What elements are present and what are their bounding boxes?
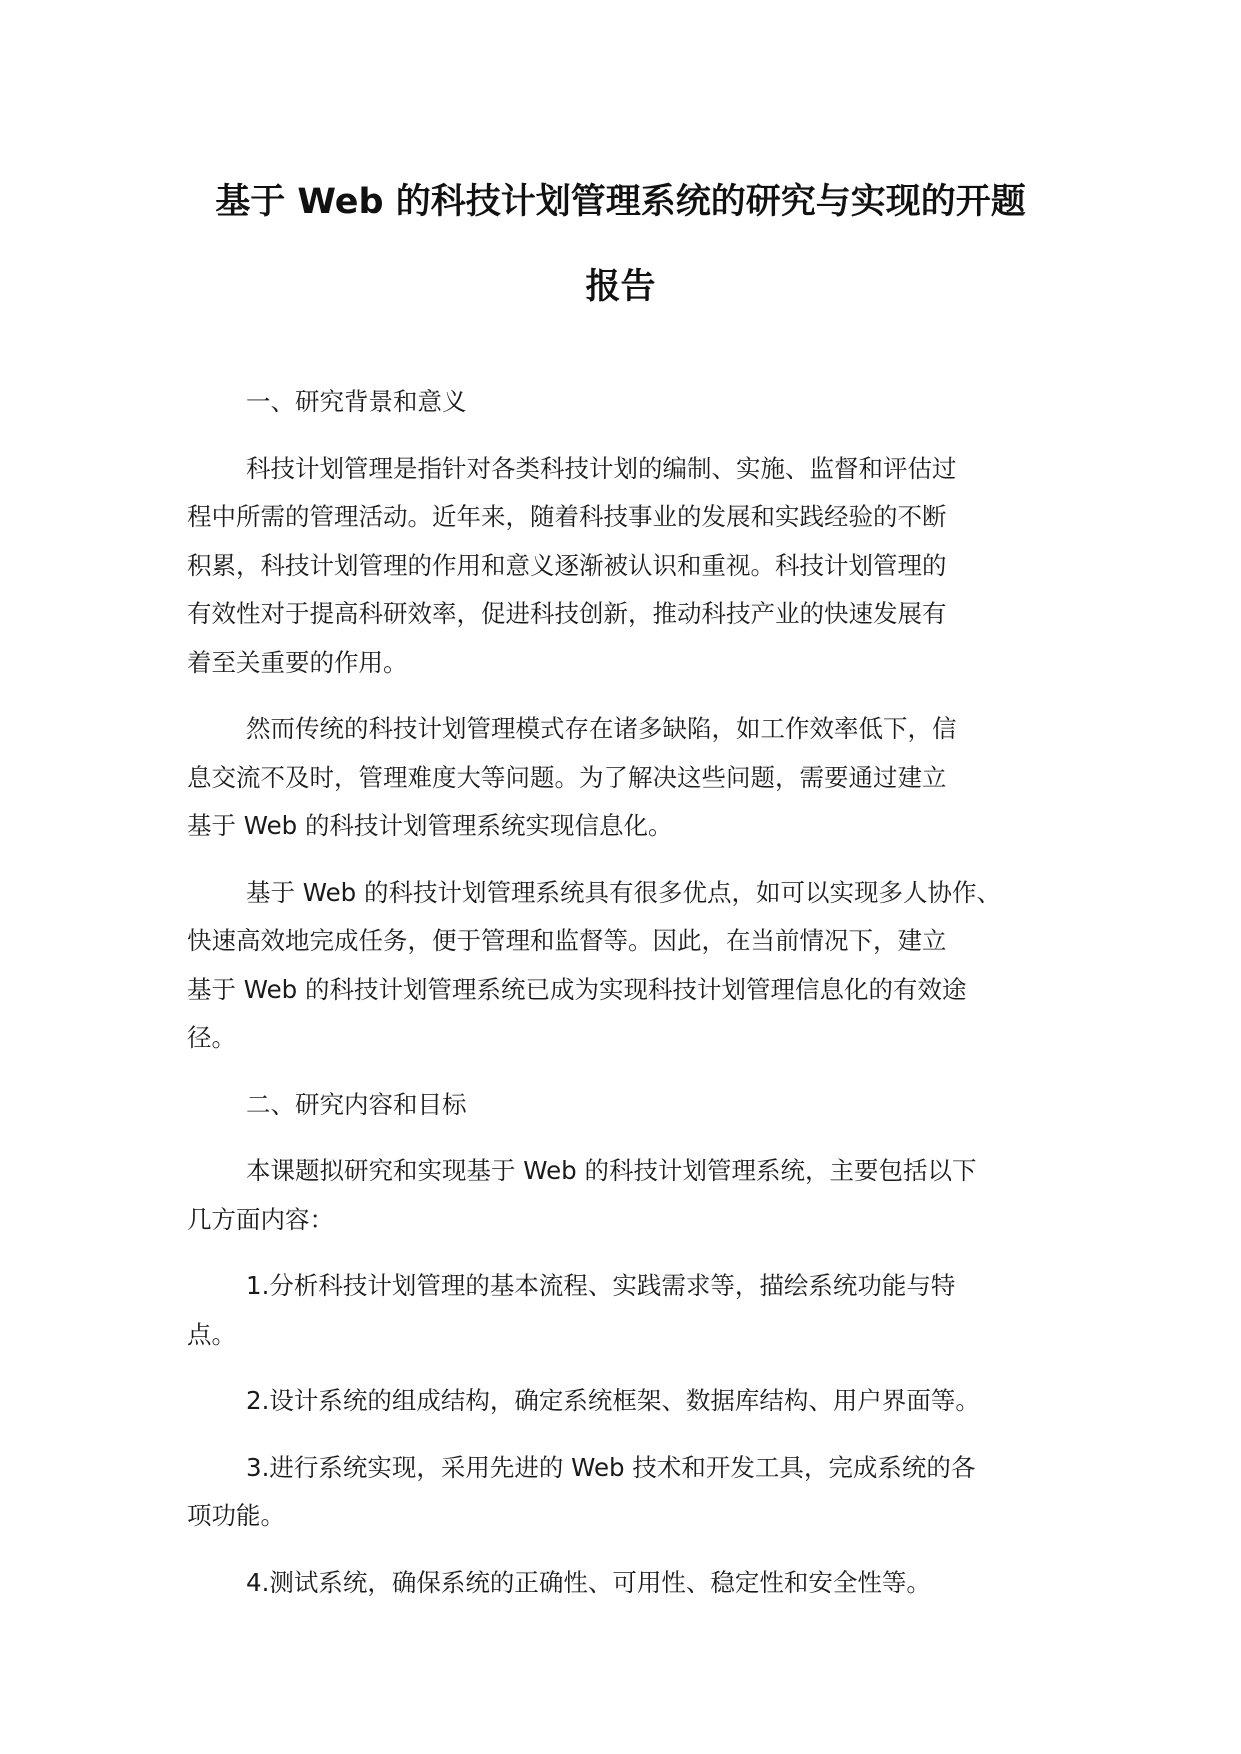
paragraph-line: 基于 Web 的科技计划管理系统已成为实现科技计划管理信息化的有效途: [187, 974, 967, 1004]
paragraph-line: 程中所需的管理活动。近年来，随着科技事业的发展和实践经验的不断: [187, 502, 947, 531]
paragraph: [187, 1377, 1067, 1426]
paragraph-line: 2.设计系统的组成结构，确定系统框架、数据库结构、用户界面等。: [246, 1386, 980, 1415]
document-body: [187, 378, 1067, 1625]
paragraph-line: 几方面内容：: [187, 1204, 334, 1234]
paragraph-line: 径。: [187, 1023, 236, 1052]
paragraph-line: 项功能。: [187, 1501, 285, 1530]
paragraph-line: 快速高效地完成任务，便于管理和监督等。因此，在当前情况下，建立: [187, 926, 947, 955]
paragraph-line: 3.进行系统实现，采用先进的 Web 技术和开发工具，完成系统的各: [246, 1452, 976, 1482]
paragraph: [187, 1559, 1067, 1608]
paragraph-line: 着至关重要的作用。: [187, 647, 408, 677]
paragraph-line: 有效性对于提高科研效率，促进科技创新，推动科技产业的快速发展有: [187, 599, 947, 628]
paragraph: [187, 445, 1067, 688]
paragraph-line: 本课题拟研究和实现基于 Web 的科技计划管理系统，主要包括以下: [246, 1156, 977, 1185]
paragraph-line: 点。: [187, 1319, 236, 1349]
document-title-line-2: 报告: [585, 267, 656, 307]
paragraph-line: 基于 Web 的科技计划管理系统实现信息化。: [187, 811, 673, 840]
paragraph-line: 然而传统的科技计划管理模式存在诸多缺陷，如工作效率低下，信: [246, 714, 957, 743]
paragraph-line: 科技计划管理是指针对各类科技计划的编制、实施、监督和评估过: [246, 453, 957, 483]
paragraph-line: 基于 Web 的科技计划管理系统具有很多优点，如可以实现多人协作、: [246, 877, 1001, 907]
paragraph-line: 4.测试系统，确保系统的正确性、可用性、稳定性和安全性等。: [246, 1567, 931, 1597]
paragraph-line: 1.分析科技计划管理的基本流程、实践需求等，描绘系统功能与特: [246, 1271, 956, 1300]
paragraph: [187, 869, 1067, 1063]
paragraph-line: 积累，科技计划管理的作用和意义逐渐被认识和重视。科技计划管理的: [187, 550, 947, 580]
section-heading: 二、研究内容和目标: [246, 1089, 467, 1119]
section-heading: 一、研究背景和意义: [246, 387, 467, 416]
paragraph-line: 息交流不及时，管理难度大等问题。为了解决这些问题，需要通过建立: [187, 762, 947, 792]
paragraph: [187, 1444, 1067, 1541]
paragraph: [187, 1147, 1067, 1244]
paragraph: [187, 705, 1067, 851]
document-title-line-1: 基于 Web 的科技计划管理系统的研究与实现的开题: [215, 182, 1026, 222]
paragraph: [187, 1262, 1067, 1359]
